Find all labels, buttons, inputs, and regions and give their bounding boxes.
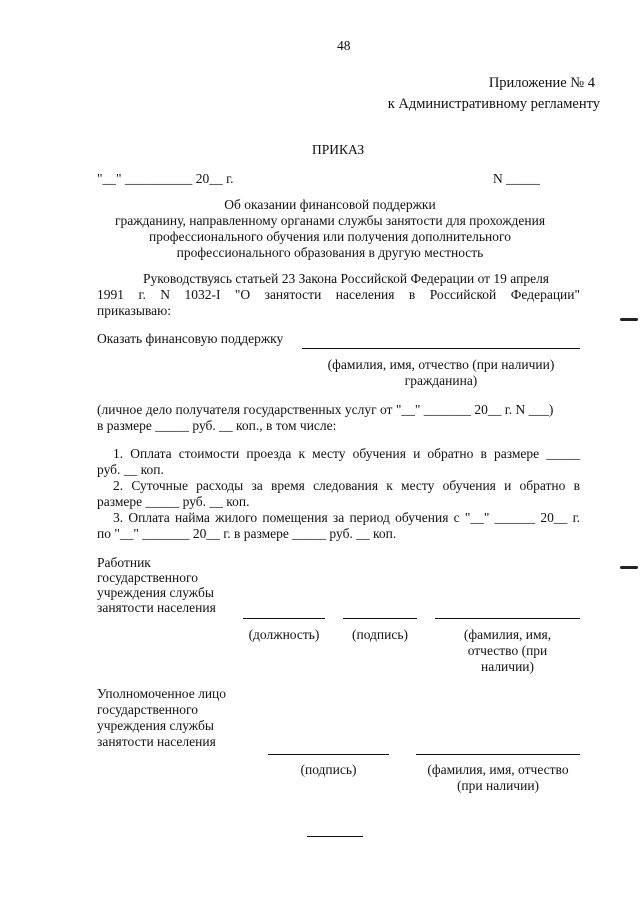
worker-signature-blank [343,618,417,619]
heading-line: профессионального обучения или получения дополнительного [149,229,511,244]
preamble-line: 1991 г. N 1032-I "О занятости населения в Российской Федерации" [97,287,580,302]
case-file-line: (личное дело получателя государственных услуг от "__" _______ 20__ г. N ___) [97,402,554,417]
scan-margin-mark [620,566,638,569]
recipient-caption: гражданина) [404,373,478,388]
order-title: ПРИКАЗ [312,142,365,157]
worker-label: государственного [97,570,198,585]
authorized-label: занятости населения [97,734,216,749]
recipient-caption: (фамилия, имя, отчество (при наличии) [327,357,555,372]
authorized-label: Уполномоченное лицо [97,686,227,701]
support-label: Оказать финансовую поддержку [97,331,284,346]
case-file-line: в размере _____ руб. __ коп., в том числе: [97,418,337,433]
worker-label: Работник [97,555,151,570]
item-line: по "__" _______ 20__ г. в размере _____ руб. __ коп. [97,526,397,541]
name-caption: (фамилия, имя, [463,627,552,642]
worker-label: занятости населения [97,600,216,615]
authorized-label: государственного [97,702,198,717]
date-line: "__" __________ 20__ г. [97,171,234,186]
name-caption: (фамилия, имя, отчество [427,762,569,777]
signature-caption: (подпись) [300,762,357,777]
authorized-name-blank [416,754,580,755]
position-caption: (должность) [248,627,320,642]
name-caption: наличии) [480,659,535,674]
scan-margin-mark [620,318,638,321]
signature-caption: (подпись) [351,627,409,642]
preamble-line: Руководствуясь статьей 23 Закона Российской Федерации от 19 апреля [143,271,550,286]
closing-divider [307,836,363,837]
authorized-label: учреждения службы [97,718,214,733]
recipient-name-blank [302,348,580,349]
appendix-title: Приложение № 4 [488,75,595,91]
item-line: 3. Оплата найма жилого помещения за период обучения с "__" ______ 20__ г. [113,510,580,525]
worker-name-blank [435,618,580,619]
order-number: N _____ [493,171,540,186]
heading-line: Об оказании финансовой поддержки [224,197,436,212]
authorized-signature-blank [268,754,389,755]
preamble-line: приказываю: [97,303,171,318]
item-line: руб. __ коп. [97,462,164,477]
worker-label: учреждения службы [97,585,214,600]
name-caption: (при наличии) [456,778,540,793]
worker-position-blank [243,618,325,619]
item-line: размере _____ руб. __ коп. [97,494,250,509]
appendix-subtitle: к Административному регламенту [387,96,600,112]
page-number: 48 [337,38,351,53]
name-caption: отчество (при [467,643,548,658]
item-line: 1. Оплата стоимости проезда к месту обучения и обратно в размере _____ [113,446,580,461]
item-line: 2. Суточные расходы за время следования к месту обучения и обратно в [113,478,580,493]
heading-line: профессионального образования в другую местность [176,245,484,260]
heading-line: гражданину, направленному органами службы занятости для прохождения [114,213,546,228]
